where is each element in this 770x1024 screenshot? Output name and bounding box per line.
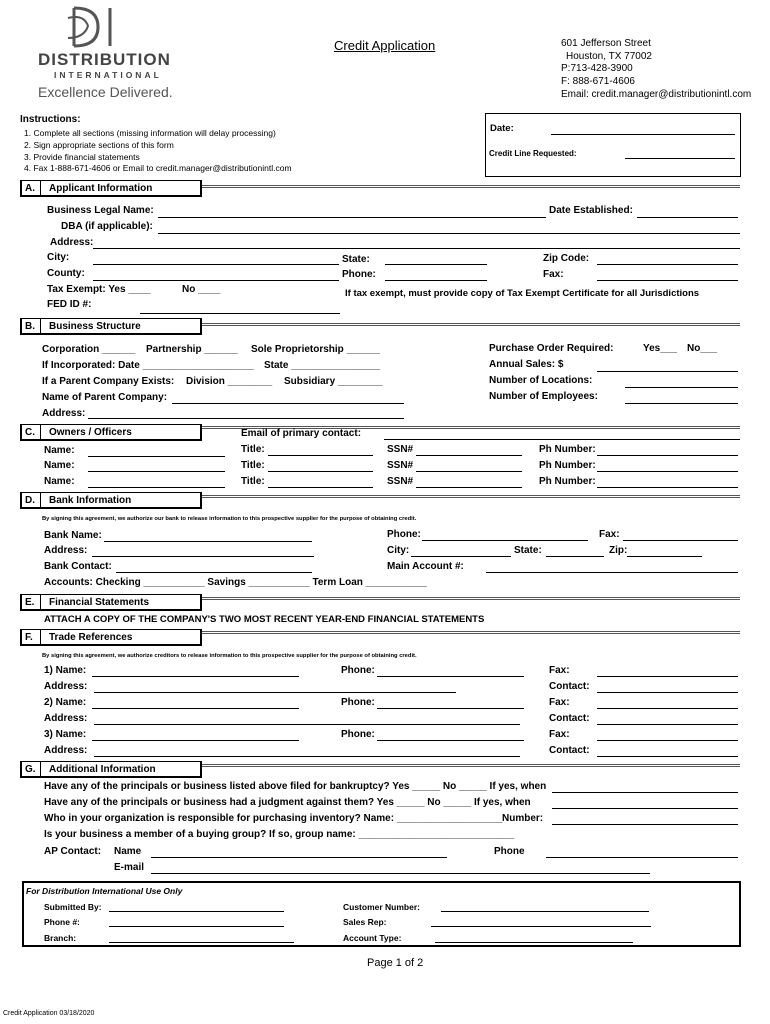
ref-2-address: Address: (44, 713, 88, 724)
zip-field[interactable] (597, 264, 738, 265)
bank-contact-field[interactable] (116, 572, 312, 573)
buying-group-question[interactable]: Is your business a member of a buying group? If so, group name: ____________________________ (44, 829, 515, 840)
ref-1-name-field[interactable] (92, 676, 299, 677)
logo-tagline: Excellence Delivered. (38, 84, 173, 100)
ref-2-contact-field[interactable] (597, 724, 738, 725)
ref-2-phone-field[interactable] (377, 708, 524, 709)
ref-3-contact: Contact: (549, 745, 590, 756)
ref-3-phone-field[interactable] (377, 740, 524, 741)
submitted-by-label: Submitted By: (44, 902, 102, 912)
logo-brand: DISTRIBUTION (38, 50, 171, 69)
trade-auth-text: By signing this agreement, we authorize creditors to release information to this prospective supplier for the purpose of obtaining credit. (42, 653, 417, 659)
ref-1-phone: Phone: (341, 665, 375, 676)
section-f-letter: F. (22, 630, 41, 644)
owner-2-ssn-field[interactable] (416, 471, 522, 472)
accounts-line[interactable]: Accounts: Checking ___________ Savings ___________ Term Loan ___________ (44, 577, 427, 588)
tax-exempt-note: If tax exempt, must provide copy of Tax Exempt Certificate for all Jurisdictions (345, 288, 700, 299)
employees-label: Number of Employees: (489, 391, 598, 402)
bank-state-field[interactable] (546, 556, 604, 557)
owner-1-ssn-field[interactable] (416, 455, 522, 456)
bank-contact-label: Bank Contact: (44, 561, 112, 572)
account-type-label: Account Type: (343, 933, 402, 943)
section-a-title: Applicant Information (49, 182, 153, 194)
branch-label: Branch: (44, 933, 77, 943)
ref-1-name: 1) Name: (44, 665, 87, 676)
branch-field[interactable] (109, 942, 294, 943)
instruction-1: 1. Complete all sections (missing information will delay processing) (24, 128, 276, 138)
section-c-header (20, 424, 202, 441)
owner-2-ph: Ph Number: (539, 460, 596, 471)
division-option[interactable]: Division ________ (186, 376, 273, 387)
tax-exempt-label[interactable]: Tax Exempt: Yes ____ (47, 284, 151, 295)
ref-3-name-field[interactable] (92, 740, 299, 741)
main-account-label: Main Account #: (387, 561, 464, 572)
credit-line-field[interactable] (625, 158, 735, 159)
phone-a-field[interactable] (385, 280, 487, 281)
email-primary-label: Email of primary contact: (241, 428, 362, 439)
ref-3-address-field[interactable] (94, 756, 520, 757)
owner-1-name: Name: (44, 445, 75, 456)
employees-field[interactable] (625, 403, 738, 404)
parent-company-label: If a Parent Company Exists: (42, 376, 175, 387)
address-fax: F: 888-671-4606 (561, 76, 635, 87)
address-line1: 601 Jefferson Street (561, 38, 651, 49)
address-b-label: Address: (42, 408, 86, 419)
ap-name-field[interactable] (151, 857, 447, 858)
judgment-when-field[interactable] (552, 808, 738, 809)
section-b-header (20, 318, 202, 335)
state-field[interactable] (385, 264, 487, 265)
po-yes[interactable]: Yes___ (643, 343, 677, 354)
section-g-header (20, 761, 202, 778)
owner-3-title-field[interactable] (268, 487, 373, 488)
ap-phone-field[interactable] (546, 857, 738, 858)
address-line2: Houston, TX 77002 (566, 51, 652, 62)
instruction-3: 3. Provide financial statements (24, 152, 140, 162)
bank-zip-label: Zip: (609, 545, 628, 556)
footer-text: Credit Application 03/18/2020 (3, 1010, 95, 1017)
ref-1-fax: Fax: (549, 665, 570, 676)
corporation-option[interactable]: Corporation ______ (42, 344, 136, 355)
owner-2-name-field[interactable] (88, 471, 225, 472)
date-label: Date: (490, 123, 514, 134)
owner-2-ph-field[interactable] (597, 471, 738, 472)
sole-prop-option[interactable]: Sole Proprietorship ______ (251, 344, 380, 355)
section-a-letter: A. (22, 181, 41, 195)
owner-1-ph-field[interactable] (597, 455, 738, 456)
ap-contact-label: AP Contact: (44, 846, 102, 857)
section-g-title: Additional Information (49, 763, 156, 775)
owner-3-ssn: SSN# (387, 476, 414, 487)
owner-3-ph: Ph Number: (539, 476, 596, 487)
section-d-title: Bank Information (49, 494, 132, 506)
owner-1-title: Title: (241, 444, 265, 455)
locations-field[interactable] (625, 387, 738, 388)
ref-1-contact-field[interactable] (597, 692, 738, 693)
address-phone: P:713-428-3900 (561, 63, 633, 74)
instruction-4: 4. Fax 1-888-671-4606 or Email to credit.manager@distributionintl.com (24, 163, 292, 173)
ref-2-phone: Phone: (341, 697, 375, 708)
ref-2-name: 2) Name: (44, 697, 87, 708)
bank-phone-field[interactable] (422, 540, 588, 541)
ap-phone-label: Phone (494, 846, 525, 857)
bank-name-label: Bank Name: (44, 530, 102, 541)
section-b-title: Business Structure (49, 320, 141, 332)
bank-city-label: City: (387, 545, 410, 556)
owner-1-ssn: SSN# (387, 444, 414, 455)
bank-fax-label: Fax: (599, 529, 620, 540)
ap-email-field[interactable] (151, 873, 650, 874)
ref-3-fax-field[interactable] (597, 740, 738, 741)
section-f-header (20, 629, 202, 646)
sales-rep-label: Sales Rep: (343, 917, 387, 927)
address-a-field[interactable] (93, 248, 740, 249)
ref-1-address: Address: (44, 681, 88, 692)
ref-2-address-field[interactable] (94, 724, 520, 725)
po-no[interactable]: No___ (687, 343, 718, 354)
city-field[interactable] (93, 264, 339, 265)
date-established-field[interactable] (637, 217, 738, 218)
tax-exempt-no[interactable]: No ____ (182, 284, 221, 295)
ref-2-fax: Fax: (549, 697, 570, 708)
account-type-field[interactable] (435, 942, 633, 943)
bank-fax-field[interactable] (623, 540, 738, 541)
owner-3-ph-field[interactable] (597, 487, 738, 488)
parent-name-label: Name of Parent Company: (42, 392, 168, 403)
main-account-field[interactable] (486, 572, 738, 573)
bank-address-field[interactable] (92, 556, 314, 557)
ref-2-contact: Contact: (549, 713, 590, 724)
bank-address-label: Address: (44, 545, 88, 556)
customer-number-field[interactable] (441, 911, 649, 912)
fax-a-field[interactable] (597, 280, 738, 281)
owner-1-title-field[interactable] (268, 455, 373, 456)
customer-number-label: Customer Number: (343, 902, 420, 912)
ref-1-contact: Contact: (549, 681, 590, 692)
ref-3-name: 3) Name: (44, 729, 87, 740)
company-logo (38, 4, 178, 100)
subsidiary-option[interactable]: Subsidiary ________ (284, 376, 383, 387)
section-d-letter: D. (22, 493, 41, 507)
submitted-by-field[interactable] (109, 911, 284, 912)
section-b-letter: B. (22, 319, 41, 333)
section-f-title: Trade References (49, 631, 133, 643)
purchasing-number-field[interactable] (552, 824, 738, 825)
ref-3-contact-field[interactable] (597, 756, 738, 757)
legal-name-label: Business Legal Name: (47, 205, 154, 216)
owner-3-title: Title: (241, 476, 265, 487)
judgment-question[interactable]: Have any of the principals or business had a judgment against them? Yes _____ No _____ If yes, when (44, 797, 531, 808)
ref-1-address-field[interactable] (94, 692, 456, 693)
bank-name-field[interactable] (104, 541, 312, 542)
po-required-label: Purchase Order Required: (489, 343, 614, 354)
incorporated-date[interactable]: If Incorporated: Date ____________________ (42, 360, 254, 371)
ref-1-fax-field[interactable] (597, 676, 738, 677)
owner-1-ph: Ph Number: (539, 444, 596, 455)
section-g-letter: G. (22, 762, 41, 776)
county-field[interactable] (93, 280, 339, 281)
section-d-header (20, 492, 202, 509)
zip-label: Zip Code: (543, 253, 590, 264)
owner-3-name: Name: (44, 476, 75, 487)
section-e-letter: E. (22, 595, 41, 609)
purchasing-question[interactable]: Who in your organization is responsible for purchasing inventory? Name: ___________________ (44, 813, 503, 824)
county-label: County: (47, 268, 85, 279)
dba-field[interactable] (158, 233, 740, 234)
fed-id-field[interactable] (140, 313, 340, 314)
address-email: Email: credit.manager@distributionintl.com (561, 89, 752, 100)
credit-line-label: Credit Line Requested: (489, 149, 577, 158)
purchasing-number-label: Number: (502, 813, 544, 824)
internal-use-heading: For Distribution International Use Only (26, 886, 183, 896)
section-a-header (20, 180, 202, 197)
annual-sales-field[interactable] (597, 371, 738, 372)
legal-name-field[interactable] (158, 217, 546, 218)
owner-2-name: Name: (44, 460, 75, 471)
di-logo-icon (38, 4, 178, 50)
date-box (485, 113, 741, 177)
locations-label: Number of Locations: (489, 375, 593, 386)
date-established-label: Date Established: (549, 205, 633, 216)
ref-3-phone: Phone: (341, 729, 375, 740)
bank-zip-field[interactable] (627, 556, 702, 557)
fed-id-label: FED ID #: (47, 299, 92, 310)
partnership-option[interactable]: Partnership ______ (146, 344, 238, 355)
logo-sub: INTERNATIONAL (54, 70, 162, 80)
section-e-title: Financial Statements (49, 596, 150, 608)
bankruptcy-when-field[interactable] (552, 792, 738, 793)
section-c-title: Owners / Officers (49, 426, 132, 438)
instructions-heading: Instructions: (20, 114, 81, 125)
owner-3-name-field[interactable] (88, 487, 225, 488)
section-e-header (20, 594, 202, 611)
bank-auth-text: By signing this agreement, we authorize our bank to release information to this prospective supplier for the purpose of obtaining credit. (42, 516, 417, 522)
ref-2-name-field[interactable] (92, 708, 299, 709)
date-field[interactable] (551, 134, 735, 135)
annual-sales-label: Annual Sales: $ (489, 359, 564, 370)
bank-city-field[interactable] (411, 556, 511, 557)
owner-2-title-field[interactable] (268, 471, 373, 472)
dba-label: DBA (if applicable): (61, 221, 153, 232)
bankruptcy-question[interactable]: Have any of the principals or business listed above filed for bankruptcy? Yes _____ No _____ If yes, when (44, 781, 547, 792)
financial-statement-text: ATTACH A COPY OF THE COMPANY'S TWO MOST RECENT YEAR-END FINANCIAL STATEMENTS (44, 614, 485, 625)
ref-3-fax: Fax: (549, 729, 570, 740)
owner-2-ssn: SSN# (387, 460, 414, 471)
owner-1-name-field[interactable] (88, 456, 225, 457)
owner-3-ssn-field[interactable] (416, 487, 522, 488)
fax-a-label: Fax: (543, 269, 564, 280)
ap-email-label: E-mail (114, 862, 145, 873)
ref-3-address: Address: (44, 745, 88, 756)
page-title: Credit Application (334, 38, 436, 53)
address-a-label: Address: (50, 237, 94, 248)
section-c-letter: C. (22, 425, 41, 439)
instruction-2: 2. Sign appropriate sections of this form (24, 140, 174, 150)
state-label: State: (342, 254, 370, 265)
owner-2-title: Title: (241, 460, 265, 471)
ap-name-label: Name (114, 846, 142, 857)
phone-a-label: Phone: (342, 269, 376, 280)
bank-state-label: State: (514, 545, 542, 556)
incorporated-state[interactable]: State ________________ (264, 360, 381, 371)
page-number: Page 1 of 2 (367, 957, 424, 969)
city-label: City: (47, 252, 70, 263)
bank-phone-label: Phone: (387, 529, 421, 540)
sales-rep-field[interactable] (431, 926, 651, 927)
internal-phone-label: Phone #: (44, 917, 80, 927)
email-primary-field[interactable] (384, 439, 740, 440)
ref-1-phone-field[interactable] (377, 676, 524, 677)
internal-phone-field[interactable] (109, 926, 284, 927)
address-b-field[interactable] (88, 418, 404, 419)
ref-2-fax-field[interactable] (597, 708, 738, 709)
parent-name-field[interactable] (172, 403, 404, 404)
